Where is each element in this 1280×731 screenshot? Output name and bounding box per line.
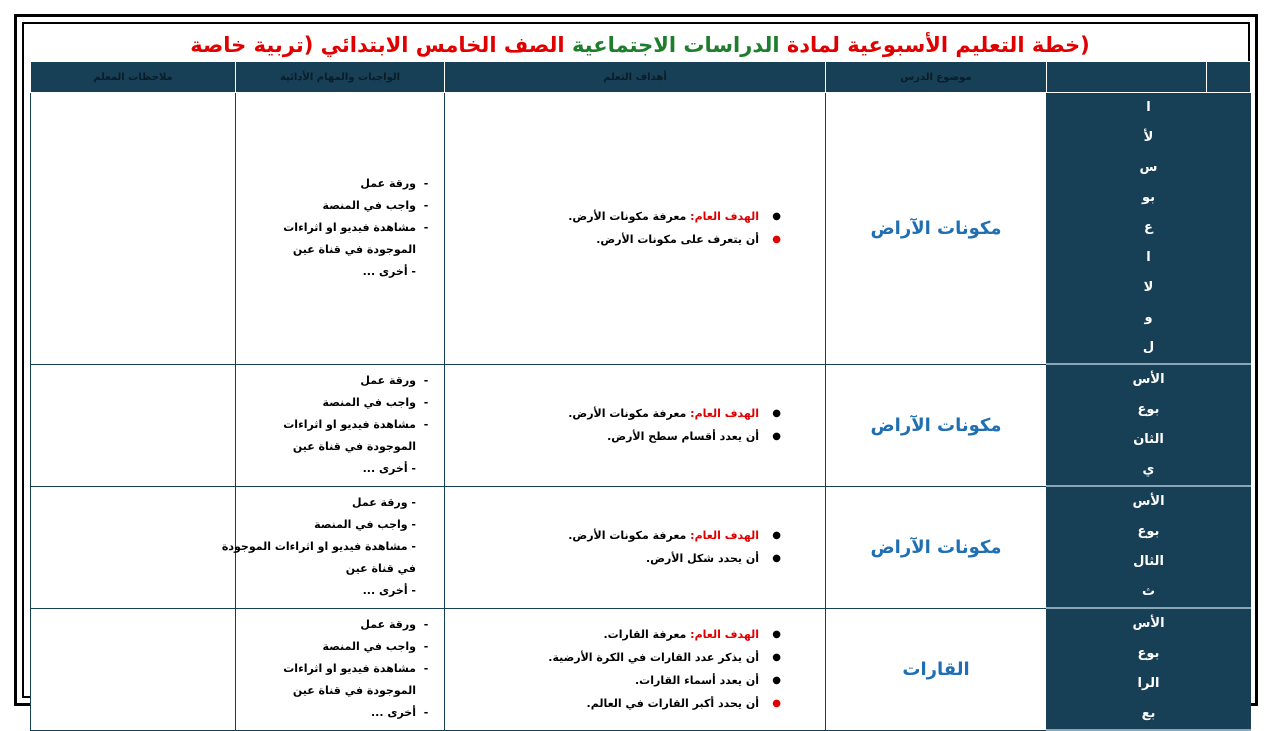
task-item — [244, 195, 436, 217]
task-item — [244, 636, 436, 658]
goal-text: أن يذكر عدد القارات في الكرة الأرضية. — [548, 651, 759, 664]
week-label-part: الأس — [1132, 372, 1165, 387]
goal-text: أن يتعرف على مكونات الأرض. — [596, 233, 759, 247]
title-open-paren: ( — [1080, 33, 1090, 57]
week-cell — [1047, 364, 1251, 486]
goal-text: أن يحدد شكل الأرض. — [645, 552, 759, 565]
table-header-row — [31, 62, 1251, 93]
goal-text: معرفة مكونات الأرض. — [568, 529, 691, 542]
header-spacer — [1047, 62, 1207, 93]
task-text: الموجودة في قناة عين — [292, 440, 416, 453]
goal-general-label: الهدف العام: — [690, 407, 759, 420]
tasks-list — [236, 370, 444, 480]
topic-cell: مكونات الآراض — [826, 93, 1047, 365]
goal-text: معرفة مكونات الأرض. — [568, 210, 691, 224]
goals-list — [445, 623, 825, 715]
header-topic: موضوع الدرس — [826, 62, 1047, 93]
week-label-part: الثال — [1133, 554, 1164, 569]
task-item — [221, 536, 436, 558]
task-text: - أخرى ... — [362, 584, 416, 597]
task-text: - واجب في المنصة — [314, 518, 416, 531]
task-item — [244, 239, 436, 261]
task-text: ورقة عمل — [360, 618, 416, 631]
week-label-part: ع — [1144, 220, 1153, 235]
notes-cell — [31, 608, 236, 730]
goals-cell — [445, 93, 826, 365]
weekly-plan-table — [30, 61, 1251, 731]
task-item — [244, 414, 436, 436]
topic-cell: مكونات الآراض — [826, 364, 1047, 486]
week-label-part: ي — [1142, 462, 1155, 477]
week-cell — [1047, 608, 1251, 730]
tasks-list — [236, 614, 444, 724]
task-item — [244, 580, 436, 602]
week-label-part: بوع — [1137, 524, 1160, 539]
week-label — [1127, 487, 1171, 607]
task-dash: - — [423, 374, 429, 387]
week-label-part: الأس — [1132, 494, 1165, 509]
title-part-subject: الدراسات الاجتماعية — [571, 33, 780, 57]
task-item — [244, 702, 436, 724]
task-dash: - — [423, 221, 429, 235]
goal-item — [455, 425, 759, 448]
goals-list — [445, 524, 825, 570]
week-label-part: و — [1144, 310, 1153, 325]
goal-text: أن يحدد أكبر القارات في العالم. — [586, 697, 759, 710]
week-label-part: بوع — [1137, 402, 1160, 417]
week-label-part: ا — [1146, 100, 1151, 115]
goal-item — [455, 646, 759, 669]
task-text: - أخرى ... — [362, 462, 416, 475]
topic-cell: القارات — [826, 608, 1047, 730]
goal-text: أن يعدد أسماء القارات. — [635, 674, 759, 687]
table-body — [31, 93, 1251, 731]
goals-list — [445, 205, 825, 251]
task-item — [244, 370, 436, 392]
task-item — [244, 614, 436, 636]
task-text: واجب في المنصة — [322, 396, 416, 409]
title-part-grade-label: الصف — [496, 33, 572, 57]
goal-item — [455, 692, 759, 715]
goal-item — [455, 402, 759, 425]
notes-cell — [31, 364, 236, 486]
task-dash: - — [423, 640, 429, 653]
task-dash: - — [423, 706, 429, 719]
title-part-plan: خطة التعليم الأسبوعية لمادة — [779, 33, 1081, 57]
task-dash: - — [423, 418, 429, 431]
task-text: مشاهدة فيديو او اثراءات — [283, 418, 416, 431]
goal-text: أن يعدد أقسام سطح الأرض. — [607, 430, 759, 443]
page-title — [30, 30, 1250, 60]
week-label — [1127, 609, 1171, 729]
goal-item — [455, 669, 759, 692]
title-part-grade: الخامس الابتدائي — [320, 33, 497, 57]
notes-cell — [31, 486, 236, 608]
task-item — [244, 492, 436, 514]
goals-cell — [445, 608, 826, 730]
goal-general-label: الهدف العام: — [690, 628, 759, 641]
task-text: - مشاهدة فيديو او اثراءات الموجودة — [221, 540, 416, 553]
task-text: ورقة عمل — [360, 374, 416, 387]
goal-item — [455, 547, 759, 570]
table-row — [31, 486, 1251, 608]
tasks-cell — [236, 93, 445, 365]
week-label-part: لأ — [1143, 130, 1154, 145]
header-week — [1207, 62, 1251, 93]
goal-text: معرفة مكونات الأرض. — [568, 407, 691, 420]
task-item — [244, 217, 436, 239]
tasks-list — [236, 173, 444, 283]
week-label-part: لا — [1143, 280, 1154, 295]
table-row — [31, 364, 1251, 486]
task-dash: - — [423, 396, 429, 409]
task-text: مشاهدة فيديو او اثراءات — [283, 662, 416, 675]
title-part-special-ed: (تربية خاصة — [190, 33, 321, 57]
task-text: الموجودة في قناة عين — [292, 684, 416, 697]
week-cell — [1047, 486, 1251, 608]
task-text: مشاهدة فيديو او اثراءات — [283, 221, 416, 235]
goals-cell — [445, 486, 826, 608]
goal-item — [455, 524, 759, 547]
tasks-cell — [236, 364, 445, 486]
week-cell — [1047, 93, 1251, 365]
task-item — [244, 458, 436, 480]
tasks-list — [221, 492, 444, 602]
tasks-cell — [236, 608, 445, 730]
week-label-part: الأس — [1132, 616, 1165, 631]
goal-item — [455, 623, 759, 646]
task-text: - أخرى ... — [362, 265, 416, 279]
week-label-part: ا — [1146, 250, 1151, 265]
task-item — [244, 261, 436, 283]
task-dash: - — [423, 177, 429, 191]
week-label-part: ل — [1142, 340, 1155, 355]
task-item — [244, 436, 436, 458]
task-item — [244, 658, 436, 680]
task-text: أخرى ... — [371, 706, 416, 719]
task-text: واجب في المنصة — [322, 640, 416, 653]
task-text: ورقة عمل — [360, 177, 416, 191]
task-item — [244, 173, 436, 195]
week-label-part: الثان — [1133, 432, 1164, 447]
task-text: الموجودة في قناة عين — [292, 243, 416, 257]
goals-list — [445, 402, 825, 448]
goal-text: معرفة القارات. — [603, 628, 691, 641]
goal-general-label: الهدف العام: — [690, 210, 759, 224]
week-label-part: الرا — [1137, 676, 1160, 691]
task-text: واجب في المنصة — [322, 199, 416, 213]
goals-cell — [445, 364, 826, 486]
week-label-part: س — [1139, 160, 1158, 175]
header-goals: أهداف التعلم — [445, 62, 826, 93]
goal-item — [455, 205, 759, 228]
week-label-part: بوع — [1137, 646, 1160, 661]
task-text: - ورقة عمل — [352, 496, 416, 509]
task-item — [244, 514, 436, 536]
task-dash: - — [423, 618, 429, 631]
table-row — [31, 93, 1251, 365]
topic-cell: مكونات الآراض — [826, 486, 1047, 608]
week-label-part: بع — [1141, 706, 1156, 721]
week-label — [1127, 365, 1171, 485]
notes-cell — [31, 93, 236, 365]
task-item — [244, 680, 436, 702]
header-tasks: الواجبات والمهام الأدائية — [236, 62, 445, 93]
table-row — [31, 608, 1251, 730]
task-item — [244, 558, 436, 580]
task-dash: - — [423, 662, 429, 675]
week-label — [1127, 93, 1171, 363]
week-label-part: بو — [1141, 190, 1156, 205]
header-notes: ملاحظات المعلم — [31, 62, 236, 93]
task-item — [244, 392, 436, 414]
goal-item — [455, 228, 759, 251]
week-label-part: ث — [1141, 584, 1156, 599]
tasks-cell — [221, 486, 445, 608]
goal-general-label: الهدف العام: — [690, 529, 759, 542]
task-text: في قناة عين — [345, 562, 416, 575]
task-dash: - — [423, 199, 429, 213]
